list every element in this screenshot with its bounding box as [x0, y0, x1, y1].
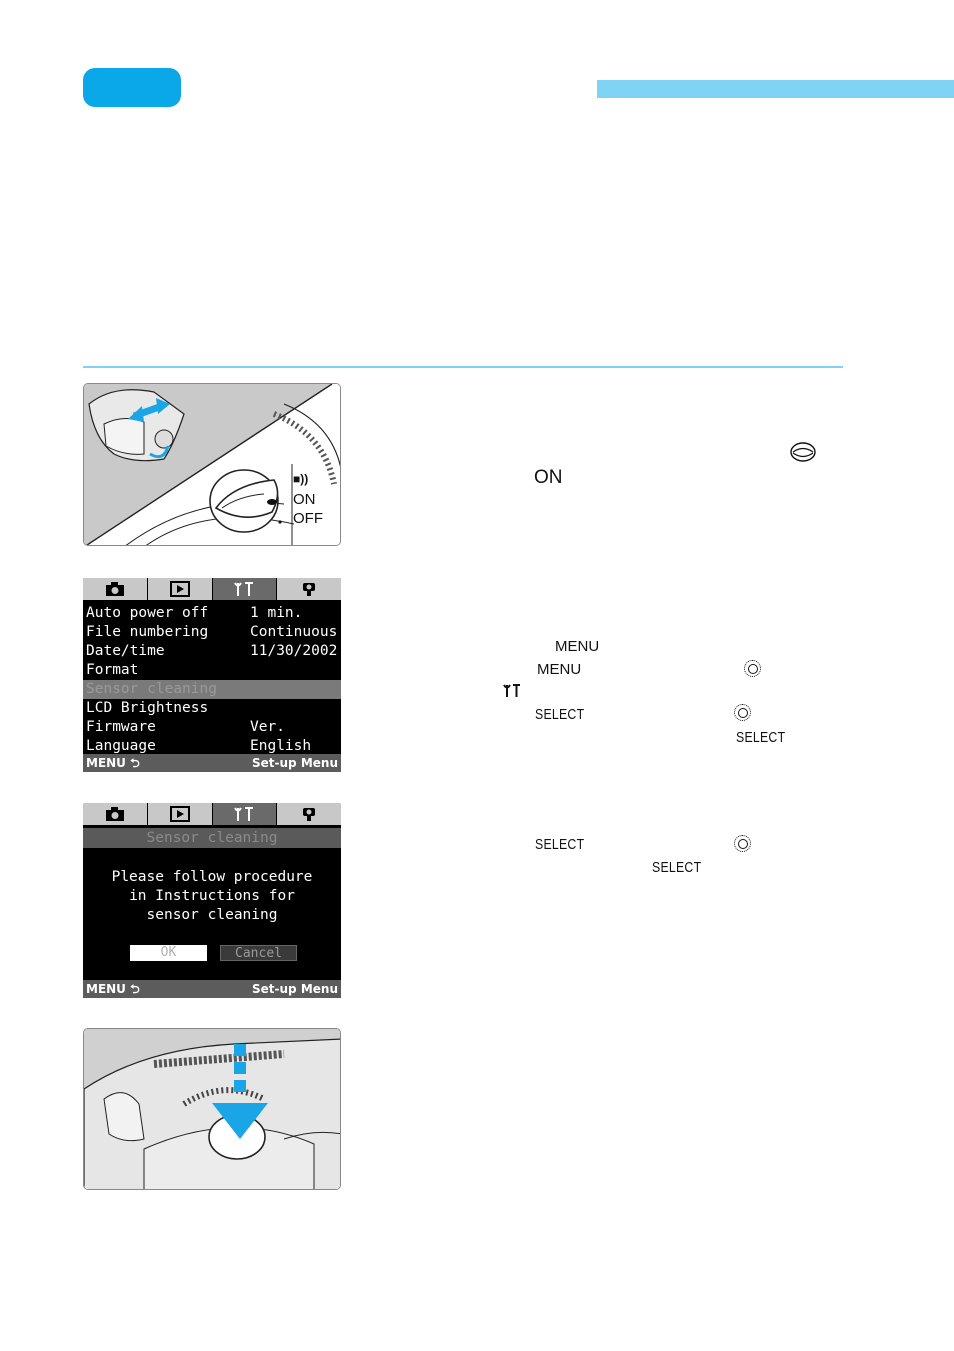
menu-button-label: MENU [555, 638, 600, 655]
tab-custom[interactable] [277, 803, 341, 825]
settings-icon [298, 581, 320, 597]
menu-row-language[interactable]: Language English [86, 738, 312, 754]
play-icon [169, 806, 191, 822]
quick-control-dial-icon [744, 660, 761, 677]
tab-playback[interactable] [148, 803, 213, 825]
tab-custom[interactable] [277, 578, 341, 600]
select-button-label-3: SELECT [535, 836, 585, 853]
menu-footer [83, 980, 341, 998]
dialog-message-line: Please follow procedure [111, 869, 313, 885]
menu-back-label: MENU ⮌ [86, 982, 140, 996]
section-divider [83, 366, 843, 368]
play-icon [169, 581, 191, 597]
tab-setup[interactable] [213, 803, 278, 825]
select-button-label-2: SELECT [736, 729, 786, 746]
dialog-title: Sensor cleaning [83, 828, 341, 848]
select-button-label: SELECT [535, 706, 585, 723]
lens-cap-icon [789, 441, 817, 463]
menu-row-lcd-brightness[interactable]: LCD Brightness [86, 700, 209, 716]
ok-button[interactable]: OK [130, 945, 207, 961]
return-icon: ⮌ [125, 756, 140, 770]
quick-control-dial-icon-2 [734, 704, 751, 721]
cancel-button[interactable]: Cancel [220, 945, 297, 961]
settings-icon [298, 806, 320, 822]
menu-footer [83, 754, 341, 772]
menu-button-label-2: MENU [537, 661, 582, 678]
power-switch-illustration [83, 383, 341, 546]
setup-menu-screen [83, 578, 341, 772]
setup-icon [233, 806, 255, 822]
menu-row-auto-power-off[interactable]: Auto power off 1 min. [86, 605, 303, 621]
camera-icon [104, 806, 126, 822]
menu-back-label: MENU ⮌ [86, 756, 140, 770]
on-label: ON [534, 467, 563, 488]
switch-off-label: OFF [293, 510, 323, 527]
dialog-message-line: sensor cleaning [146, 907, 278, 923]
menu-row-sensor-cleaning[interactable]: Sensor cleaning [83, 680, 341, 699]
shutter-press-illustration [83, 1028, 341, 1190]
beep-icon: ■)) [293, 472, 309, 486]
section-tab [83, 68, 181, 107]
dialog-message-line: in Instructions for [129, 888, 295, 904]
menu-name-label: Set-up Menu [252, 982, 338, 996]
sensor-cleaning-dialog-screen [83, 803, 341, 998]
tab-setup[interactable] [213, 578, 278, 600]
camera-grip-drawing [84, 1029, 341, 1190]
setup-icon [233, 581, 255, 597]
switch-on-label: ON [293, 491, 316, 508]
menu-row-date-time[interactable]: Date/time 11/30/2002 [86, 643, 338, 659]
setup-menu-icon [503, 684, 521, 698]
menu-row-format[interactable]: Format [86, 662, 139, 678]
menu-tabs [83, 578, 341, 600]
menu-tabs [83, 803, 341, 825]
return-icon: ⮌ [125, 982, 140, 996]
tab-shooting[interactable] [83, 578, 148, 600]
menu-row-file-numbering[interactable]: File numbering Continuous [86, 624, 338, 640]
menu-name-label: Set-up Menu [252, 756, 338, 770]
tab-shooting[interactable] [83, 803, 148, 825]
camera-icon [104, 581, 126, 597]
select-button-label-4: SELECT [652, 859, 702, 876]
quick-control-dial-icon-3 [734, 835, 751, 852]
menu-row-firmware[interactable]: Firmware Ver. [86, 719, 285, 735]
header-bar [597, 80, 954, 98]
tab-playback[interactable] [148, 578, 213, 600]
